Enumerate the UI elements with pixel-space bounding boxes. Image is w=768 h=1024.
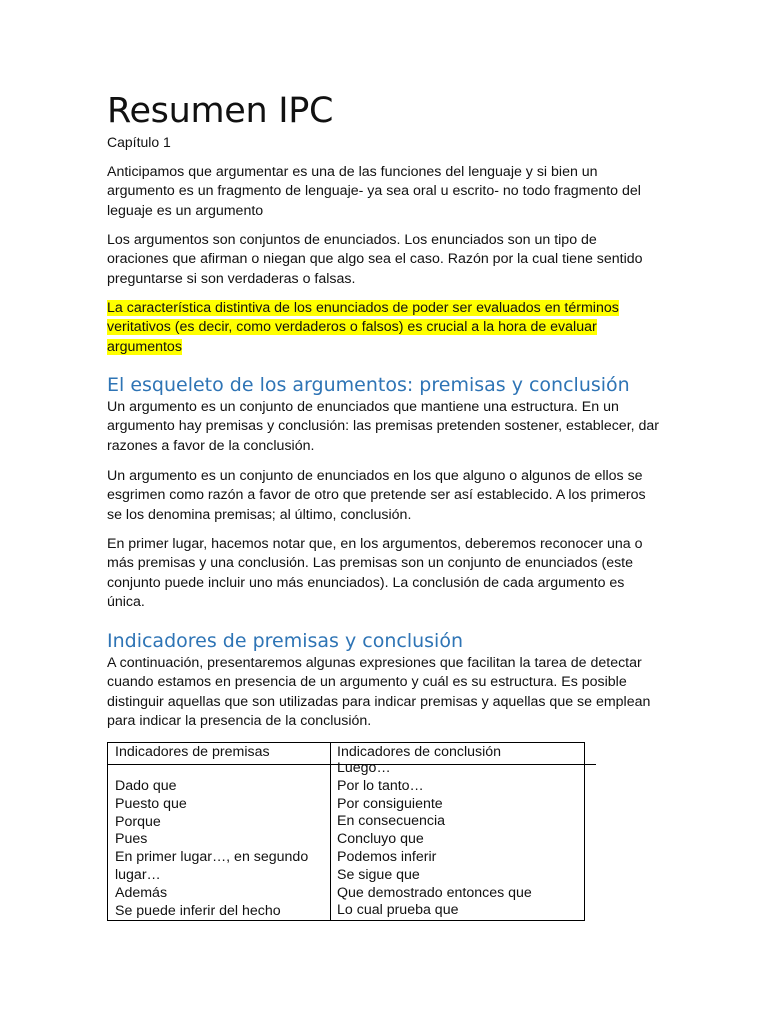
table-cell: Que demostrado entonces que [337, 884, 532, 901]
table-cell: Puesto que [115, 795, 187, 812]
table-header-premisas: Indicadores de premisas [115, 744, 270, 760]
table-cell: Por lo tanto… [337, 777, 424, 794]
highlighted-paragraph [107, 299, 662, 357]
table-cell: En primer lugar…, en segundo [115, 849, 309, 866]
table-cell: Dado que [115, 778, 177, 794]
table-header-conclusion: Indicadores de conclusión [337, 744, 502, 760]
table-column-conclusion [337, 760, 532, 920]
table-cell: Podemos inferir [337, 848, 437, 865]
table-column-divider [330, 743, 331, 920]
table-cell: Concluyo que [337, 831, 424, 848]
table-cell: lugar… [115, 866, 161, 883]
section-heading-indicadores: Indicadores de premisas y conclusión [107, 630, 463, 652]
document-title: Resumen IPC [107, 91, 334, 131]
table-cell: Luego… [337, 760, 391, 776]
table-cell: En consecuencia [337, 813, 446, 830]
indicators-table [107, 742, 585, 921]
section1-paragraph-3: En primer lugar, hacemos notar que, en los argumentos, deberemos reconocer una o más premisas y una conclusión. Las premisas son un conjunto de enunciados (este conjunto puede incluir uno más enunciados). La conclusión de cada argumento es única. [107, 536, 643, 610]
highlighted-text: La característica distintiva de los enunciados de poder ser evaluados en términos veritativos (es decir, como verdaderos o falsos) es crucial a la hora de evaluar argumentos [107, 300, 619, 355]
intro-paragraph-2: Los argumentos son conjuntos de enunciados. Los enunciados son un tipo de oraciones que afirman o niegan que algo sea el caso. Razón por la cual tiene sentido preguntarse si son verdaderas o falsas. [107, 232, 643, 287]
chapter-subtitle: Capítulo 1 [107, 134, 171, 150]
table-column-premisas [115, 778, 308, 920]
section-heading-esqueleto: El esqueleto de los argumentos: premisas y conclusión [107, 374, 630, 396]
section1-paragraph-2: Un argumento es un conjunto de enunciados en los que alguno o algunos de ellos se esgrimen como razón a favor de otro que pretende ser así establecido. A los primeros se los denomina premisas; al último, conclusión. [107, 468, 646, 523]
intro-paragraph-1: Anticipamos que argumentar es una de las funciones del lenguaje y si bien un argumento es un fragmento de lenguaje- ya sea oral u escrito- no todo fragmento del leguaje es un argumento [107, 164, 641, 219]
table-cell: Por consiguiente [337, 795, 443, 812]
table-cell: Se puede inferir del hecho [115, 902, 281, 919]
table-cell: Se sigue que [337, 866, 420, 883]
section2-paragraph: A continuación, presentaremos algunas expresiones que facilitan la tarea de detectar cuando estamos en presencia de un argumento y cuál es su estructura. Es posible distinguir aquellas que son utilizadas para indicar premisas y aquellas que se emplean para indicar la presencia de la conclusión. [107, 655, 651, 729]
table-cell: Porque [115, 813, 161, 830]
table-cell: Lo cual prueba que [337, 902, 459, 919]
section1-paragraph-1: Un argumento es un conjunto de enunciados que mantiene una estructura. En un argumento hay premisas y conclusión: las premisas pretenden sostener, establecer, dar razones a favor de la conclusión. [107, 399, 660, 454]
table-cell: Además [115, 884, 168, 901]
table-cell: Pues [115, 831, 148, 848]
